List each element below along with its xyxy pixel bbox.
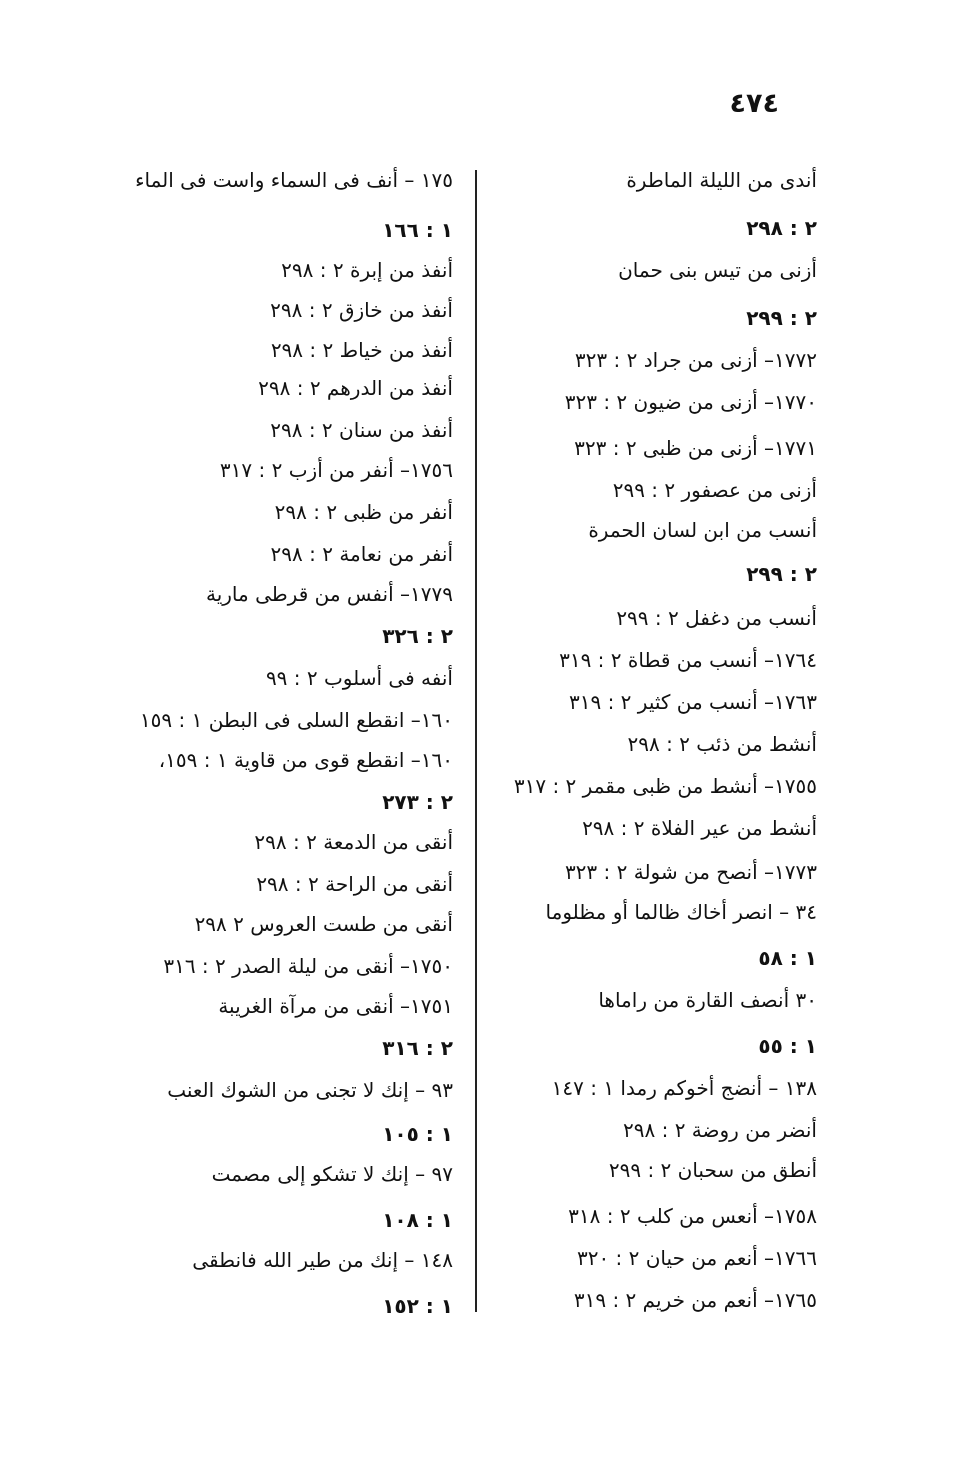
index-reference: ٢ : ٢٩٩ [746,562,817,586]
index-entry: ١٦٠– انقطع السلى فى البطن ١ : ١٥٩ [139,708,453,732]
page-number: ٤٧٤ [729,88,779,119]
index-entry: ١٧٥٥– أنشط من ظبى مقمر ٢ : ٣١٧ [513,774,817,798]
index-reference: ١ : ١٠٥ [382,1122,453,1146]
index-reference: ٢ : ٢٧٣ [382,790,453,814]
index-entry: أنفه فى أسلوب ٢ : ٩٩ [265,666,453,690]
index-entry: ١٧٧١– أزنى من ظبى ٢ : ٣٢٣ [574,436,817,460]
index-entry: أنطق من سحبان ٢ : ٢٩٩ [608,1158,817,1182]
index-entry: أنفر من ظبى ٢ : ٢٩٨ [274,500,453,524]
index-entry: أنشط من عير الفلاة ٢ : ٢٩٨ [582,816,817,840]
index-entry: ١٧٥٠– أنقى من ليلة الصدر ٢ : ٣١٦ [163,954,453,978]
index-entry: ١٧٥١– أنقى من مرآة الغريبة [218,994,453,1018]
index-entry: أنفذ من إبرة ٢ : ٢٩٨ [281,258,453,282]
index-reference: ١ : ٥٥ [758,1034,817,1058]
index-entry: ٣٠ أنصف القارة من راماها [598,988,817,1012]
index-entry: أنسب من دغفل ٢ : ٢٩٩ [616,606,817,630]
index-entry: ١٧٥٦– أنفر من أزب ٢ : ٣١٧ [219,458,453,482]
index-reference: ١ : ٥٨ [758,946,817,970]
index-entry: ١٧٦٤– أنسب من قطاة ٢ : ٣١٩ [559,648,817,672]
index-entry: ١٧٦٥– أنعم من خريم ٢ : ٣١٩ [573,1288,817,1312]
index-reference: ١ : ١٠٨ [382,1208,453,1232]
index-entry: أنسب من ابن لسان الحمرة [588,518,817,542]
index-entry: ٣٤ – انصر أخاك ظالما أو مظلوما [545,900,817,924]
index-entry: ١٧٥ – أنف فى السماء واست فى الماء [135,168,453,192]
index-entry: أنقى من الراحة ٢ : ٢٩٨ [256,872,453,896]
index-entry: ١٧٧٠– أزنى من ضيون ٢ : ٣٢٣ [564,390,817,414]
index-entry: أنشط من ذئب ٢ : ٢٩٨ [627,732,817,756]
index-entry: ١٣٨ – أنضج أخوكم رمدا ١ : ١٤٧ [551,1076,817,1100]
index-entry: أزنى من عصفور ٢ : ٢٩٩ [612,478,817,502]
index-entry: أنفذ من سنان ٢ : ٢٩٨ [270,418,453,442]
index-entry: أندى من الليلة الماطرة [626,168,817,192]
index-entry: أنقى من الدمعة ٢ : ٢٩٨ [254,830,453,854]
index-entry: ٩٧ – إنك لا تشكو إلى مصمت [211,1162,453,1186]
index-entry: أنفذ من خياط ٢ : ٢٩٨ [270,338,453,362]
index-entry: ١٧٧٣– أنصح من شولة ٢ : ٣٢٣ [564,860,817,884]
index-entry: ١٦٠– انقطع قوى من قاوية ١ : ١٥٩، [158,748,453,772]
index-entry: ١٤٨ – إنك من طير الله فانطقى [192,1248,453,1272]
index-entry: ١٧٦٣– أنسب من كثير ٢ : ٣١٩ [568,690,817,714]
index-entry: أنفذ من الدرهم ٢ : ٢٩٨ [258,376,453,400]
index-entry: أنفر من نعامة ٢ : ٢٩٨ [270,542,453,566]
index-reference: ٢ : ٢٩٩ [746,306,817,330]
index-entry: ١٧٦٦– أنعم من حيان ٢ : ٣٢٠ [576,1246,817,1270]
column-divider [475,170,477,1312]
index-reference: ١ : ١٥٢ [382,1294,453,1318]
index-entry: ١٧٧٢– أزنى من جراد ٢ : ٣٢٣ [574,348,817,372]
index-reference: ٢ : ٣٢٦ [382,624,453,648]
index-entry: أنقى من طست العروس ٢ ٢٩٨ [194,912,453,936]
index-reference: ٢ : ٣١٦ [382,1036,453,1060]
index-entry: أنفذ من خازق ٢ : ٢٩٨ [270,298,453,322]
index-entry: ١٧٥٨– أنعس من كلب ٢ : ٣١٨ [568,1204,817,1228]
index-entry: ٩٣ – إنك لا تجنى من الشوك العنب [167,1078,453,1102]
index-entry: ١٧٧٩– أنفس من قرطى مارية [205,582,453,606]
index-reference: ٢ : ٢٩٨ [746,216,817,240]
index-entry: أنضر من روضة ٢ : ٢٩٨ [623,1118,817,1142]
index-entry: أزنى من تيس بنى حمان [618,258,817,282]
index-reference: ١ : ١٦٦ [382,218,453,242]
